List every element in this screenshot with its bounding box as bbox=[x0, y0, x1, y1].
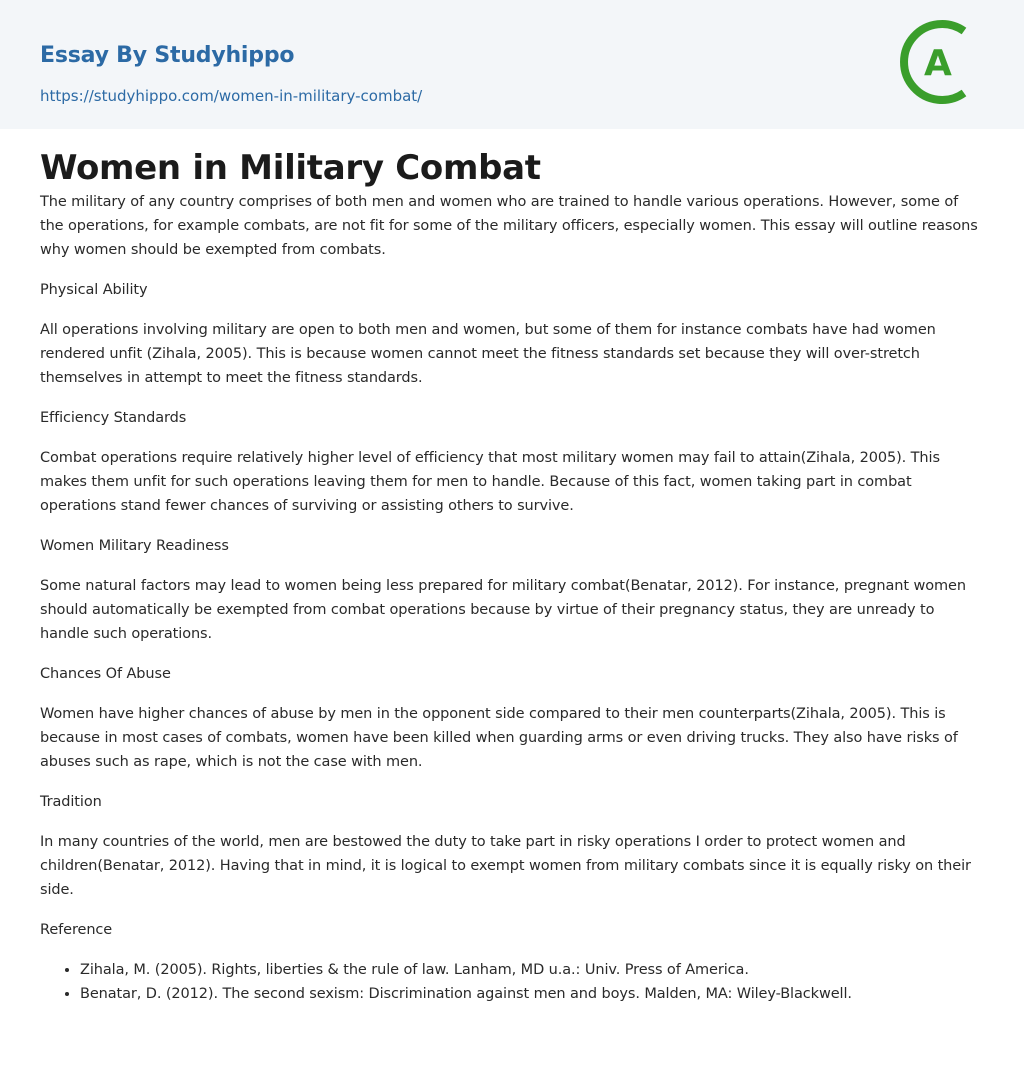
section-heading-physical-ability: Physical Ability bbox=[40, 282, 148, 298]
site-header bbox=[0, 0, 1024, 129]
reference-item: • Benatar, D. (2012). The second sexism: Discrimination against men and boys. Malden, MA: Wiley-Blackwell. bbox=[80, 982, 984, 1006]
essay-url-link[interactable]: https://studyhippo.com/women-in-military-combat/ bbox=[40, 87, 423, 105]
section-heading-tradition: Tradition bbox=[40, 794, 102, 810]
logo-letter: A bbox=[924, 43, 952, 84]
reference-item: • Zihala, M. (2005). Rights, liberties & the rule of law. Lanham, MD u.a.: Univ. Press of America. bbox=[80, 958, 984, 982]
intro-paragraph: The military of any country comprises of both men and women who are trained to handle various operations. However, some of the operations, for example combats, are not fit for some of the military officers, especially women. This essay will outline reasons why women should be exempted from combats. bbox=[40, 194, 978, 258]
efficiency-standards-paragraph: Combat operations require relatively higher level of efficiency that most military women may fail to attain(Zihala, 2005). This makes them unfit for such operations leaving them for men to handle. Because of this fact, women taking part in combat operations stand fewer chances of surviving or assisting others to survive. bbox=[40, 450, 940, 514]
reference-list bbox=[40, 958, 984, 1006]
section-heading-women-military-readiness: Women Military Readiness bbox=[40, 538, 229, 554]
site-brand[interactable]: Essay By Studyhippo bbox=[40, 43, 295, 68]
tradition-paragraph: In many countries of the world, men are bestowed the duty to take part in risky operations I order to protect women and children(Benatar, 2012). Having that in mind, it is logical to exempt women from military combats since it is equally risky on their side. bbox=[40, 834, 971, 898]
section-heading-chances-of-abuse: Chances Of Abuse bbox=[40, 666, 171, 682]
article bbox=[0, 146, 1024, 1006]
section-heading-reference: Reference bbox=[40, 922, 113, 938]
page-title: Women in Military Combat bbox=[40, 148, 541, 188]
physical-ability-paragraph: All operations involving military are open to both men and women, but some of them for instance combats have had women rendered unfit (Zihala, 2005). This is because women cannot meet the fitness standards set because they will over-stretch themselves in attempt to meet the fitness standards. bbox=[40, 322, 936, 386]
article-body bbox=[40, 190, 984, 1006]
section-heading-efficiency-standards: Efficiency Standards bbox=[40, 410, 187, 426]
women-military-readiness-paragraph: Some natural factors may lead to women being less prepared for military combat(Benatar, 2012). For instance, pregnant women should automatically be exempted from combat operations because by virtue of their pregnancy status, they are unready to handle such operations. bbox=[40, 578, 966, 642]
studyhippo-logo-icon[interactable] bbox=[899, 19, 985, 105]
chances-of-abuse-paragraph: Women have higher chances of abuse by men in the opponent side compared to their men counterparts(Zihala, 2005). This is because in most cases of combats, women have been killed when guarding arms or even driving trucks. They also have risks of abuses such as rape, which is not the case with men. bbox=[40, 706, 958, 770]
